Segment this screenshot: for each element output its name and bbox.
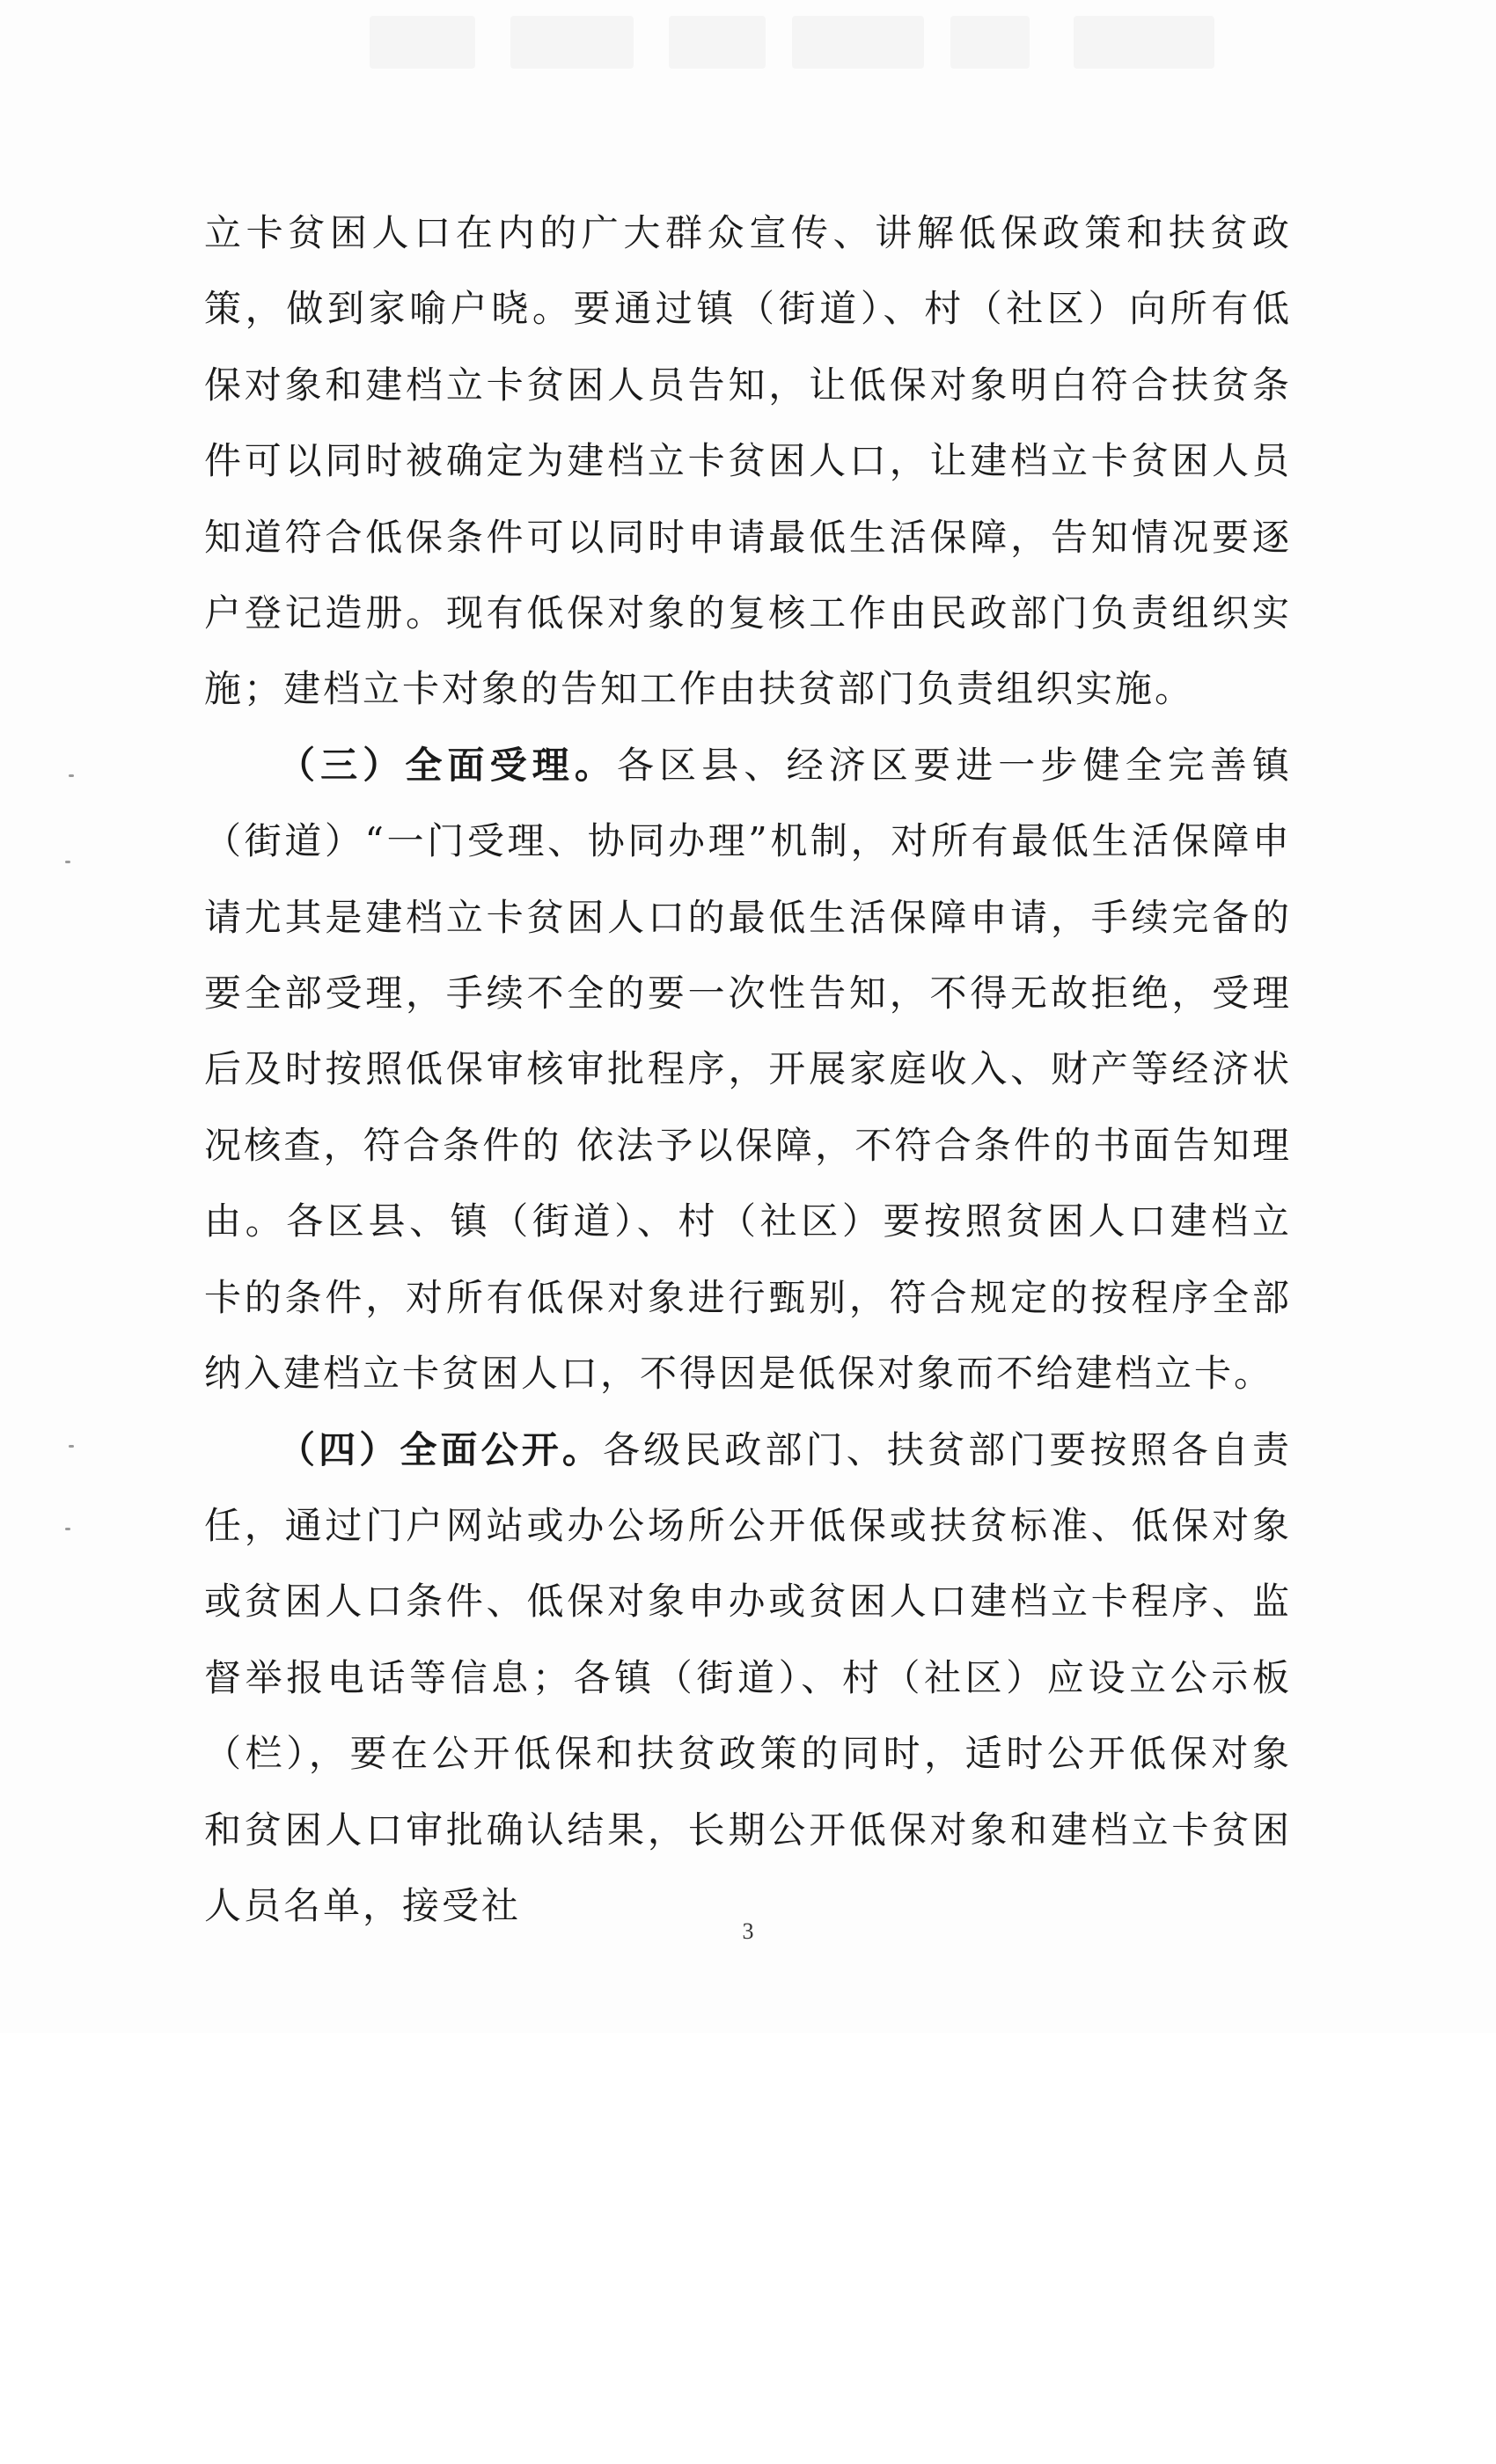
paragraph-2: [204, 728, 1292, 1412]
document-body: [204, 195, 1292, 1944]
scan-speck: [69, 774, 74, 777]
paragraph-2-heading: （三）全面受理。: [278, 743, 618, 787]
paragraph-2-text: 各区县、经济区要进一步健全完善镇（街道）“一门受理、协同办理”机制，对所有最低生活保障申请尤其是建档立卡贫困人口的最低生活保障申请，手续完备的要全部受理，手续不全的要一次性告知，不得无故拒绝，受理后及时按照低保审核审批程序，开展家庭收入、财产等经济状况核查，符合条件的 依法予以保障，不符合条件的书面告知理由。各区县、镇（街道）、村（社区）要按照贫困人口建档立卡的条件，对所有低保对象进行甄别，符合规定的按程序全部纳入建档立卡贫困人口，不得因是低保对象而不给建档立卡。: [204, 743, 1292, 1396]
show-through-bleed: [0, 0, 1496, 106]
paragraph-3-heading: （四）全面公开。: [278, 1427, 603, 1471]
blank-area: [0, 2033, 1496, 2464]
paragraph-3-text: 各级民政部门、扶贫部门要按照各自责任，通过门户网站或办公场所公开低保或扶贫标准、低保对象或贫困人口条件、低保对象申办或贫困人口建档立卡程序、监督举报电话等信息；各镇（街道）、村（社区）应设立公示板（栏），要在公开低保和扶贫政策的同时，适时公开低保对象和贫困人口审批确认结果，长期公开低保对象和建档立卡贫困人员名单，接受社: [204, 1427, 1292, 1927]
paragraph-1-text: 立卡贫困人口在内的广大群众宣传、讲解低保政策和扶贫政策，做到家喻户晓。要通过镇（街道）、村（社区）向所有低保对象和建档立卡贫困人员告知，让低保对象明白符合扶贫条件可以同时被确定为建档立卡贫困人口，让建档立卡贫困人员知道符合低保条件可以同时申请最低生活保障，告知情况要逐户登记造册。现有低保对象的复核工作由民政部门负责组织实施；建档立卡对象的告知工作由扶贫部门负责组织实施。: [204, 211, 1292, 711]
paragraph-1: [204, 195, 1292, 728]
scan-speck: [65, 861, 70, 863]
paragraph-3: [204, 1412, 1292, 1945]
scan-speck: [65, 1528, 70, 1530]
page-number: 3: [742, 1918, 754, 1944]
scan-speck: [69, 1445, 74, 1448]
